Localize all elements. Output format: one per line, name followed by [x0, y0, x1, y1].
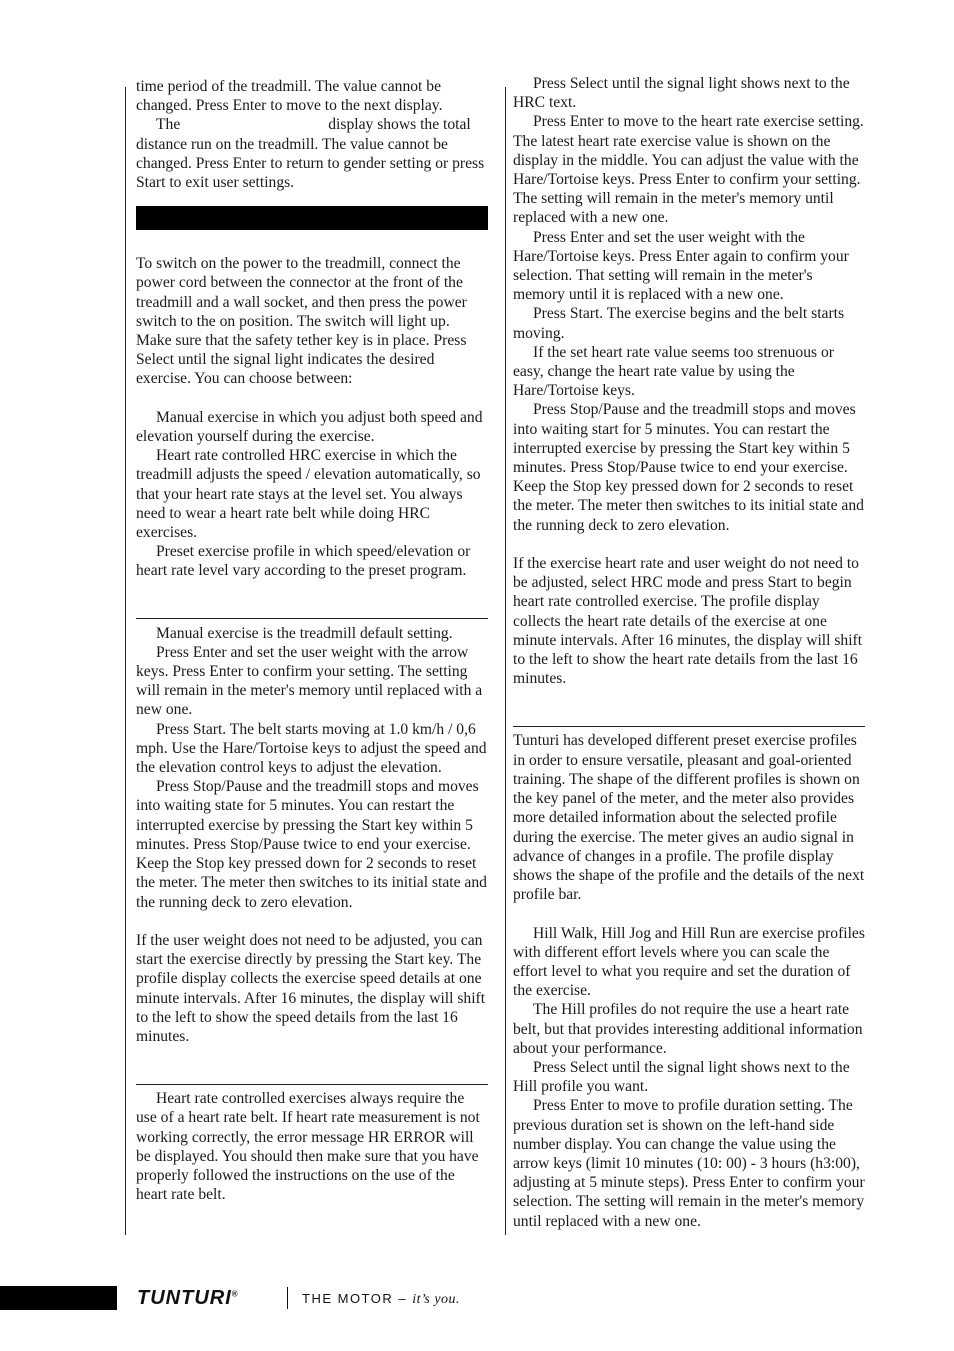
paragraph: The Hill profiles do not require the use a heart rate belt, but that provides interesting additional information about your performance. — [513, 1001, 863, 1057]
paragraph: Preset exercise profile in which speed/elevation or heart rate level vary according to the preset program. — [136, 543, 471, 580]
registered-mark: ® — [231, 1289, 239, 1299]
paragraph-rest: display shows the total distance run on the treadmill. The value cannot be changed. Press Enter to return to gender setting or press Start to exit user settings. — [136, 116, 485, 192]
paragraph: If the set heart rate value seems too strenuous or easy, change the heart rate value by using the Hare/Tortoise keys. — [513, 343, 834, 400]
paragraph: Manual exercise in which you adjust both speed and elevation yourself during the exercise. — [136, 408, 483, 446]
paragraph: If the exercise heart rate and user weight do not need to be adjusted, select HRC mode and press Start to begin heart rate controlled exercise. The profile display collects the heart rate details of the exercise at one minute intervals. After 16 minutes, the display will shift to the left to show the heart rate details from the last 16 minutes. — [513, 555, 863, 688]
paragraph: Press Start. The exercise begins and the belt starts moving. — [513, 305, 845, 342]
page-number-block — [0, 1286, 117, 1310]
paragraph: Press Stop/Pause and the treadmill stops and moves into waiting state for 5 minutes. You can restart the interrupted exercise by pressing the Start key within 5 minutes. Press Stop/Pause twice to end your exercise. Keep the Stop key pressed down for 2 seconds to reset the meter. The meter then switches to its initial state and the running deck to zero elevation. — [136, 778, 487, 911]
brand-logo — [137, 1287, 239, 1310]
paragraph: Tunturi has developed different preset exercise profiles in order to ensure versatile, pleasant and goal-oriented training. The shape of the different profiles is shown on the key panel of the meter, and the meter also provides more detailed information about the selected profile during the exercise. The meter gives an audio signal in advance of changes in a profile. The profile display shows the shape of the profile and the details of the next profile bar. — [513, 732, 865, 904]
paragraph: Press Stop/Pause and the treadmill stops and moves into waiting start for 5 minutes. You can restart the interrupted exercise by pressing the Start key within 5 minutes. Press Stop/Pause twice to end your exercise. Keep the Stop key pressed down for 2 seconds to reset the meter. The meter then switches to its initial state and the running deck to zero elevation. — [513, 401, 864, 534]
paragraph — [136, 115, 488, 192]
section-divider — [513, 726, 865, 727]
center-column-rule — [505, 87, 506, 1235]
paragraph: Press Enter and set the user weight with the arrow keys. Press Enter to confirm your setting. The setting will remain in the meter's memory until replaced with a new one. — [136, 643, 483, 719]
paragraph: Heart rate controlled exercises always require the use of a heart rate belt. If heart rate measurement is not working correctly, the error message HR ERROR will be displayed. You should then make sure that you have properly followed the instructions on the use of the heart rate belt. — [136, 1090, 480, 1204]
paragraph: Press Select until the signal light shows next to the Hill profile you want. — [513, 1058, 850, 1096]
paragraph-start: The — [156, 116, 181, 134]
tagline-dash: – — [398, 1291, 408, 1306]
paragraph: Hill Walk, Hill Jog and Hill Run are exercise profiles with different effort levels where you can scale the effort level to what you require and set the duration of the exercise. — [513, 924, 865, 1000]
section-divider — [136, 1084, 488, 1085]
paragraph: Press Enter to move to the heart rate exercise setting. The latest heart rate exercise value is shown on the display in the middle. You can adjust the value with the Hare/Tortoise keys. Press Enter to confirm your setting. The setting will remain in the meter's memory until replaced with a new one. — [513, 113, 864, 227]
section-heading-bar — [136, 206, 488, 230]
paragraph: Press Enter to move to profile duration setting. The previous duration set is shown on the left-hand side number display. You can change the value using the arrow keys (limit 10 minutes (10: 00) - 3 hours (h3:00), adjusting at 5 minute steps). Press Enter to confirm your selection. The setting will remain in the meter's memory until replaced with a new one. — [513, 1097, 865, 1230]
left-column — [136, 77, 488, 1204]
section-divider — [136, 618, 488, 619]
paragraph: Press Start. The belt starts moving at 1.0 km/h / 0,6 mph. Use the Hare/Tortoise keys to adjust the speed and the elevation control keys to adjust the elevation. — [136, 720, 487, 777]
paragraph: Heart rate controlled HRC exercise in which the treadmill adjusts the speed / elevation automatically, so that your heart rate stays at the level set. You always need to wear a heart rate belt while doing HRC exercises. — [136, 447, 481, 542]
tagline — [302, 1291, 460, 1308]
footer-separator — [287, 1287, 288, 1309]
paragraph: Press Select until the signal light shows next to the HRC text. — [513, 75, 850, 112]
paragraph: Manual exercise is the treadmill default setting. — [156, 624, 453, 642]
brand-name: TUNTURI — [137, 1287, 232, 1309]
right-column — [513, 74, 865, 1231]
paragraph: To switch on the power to the treadmill, connect the power cord between the connector at the front of the treadmill and a wall socket, and then press the power switch to the on position. The switch will light up. Make sure that the safety tether key is in place. Press Select until the signal light indicates the desired exercise. You can choose between: — [136, 255, 467, 388]
paragraph: time period of the treadmill. The value cannot be changed. Press Enter to move to the next display. — [136, 78, 443, 115]
tagline-main: THE MOTOR — [302, 1291, 394, 1306]
left-column-rule — [125, 87, 126, 1235]
tagline-italic: it’s you. — [412, 1292, 461, 1307]
paragraph: If the user weight does not need to be adjusted, you can start the exercise directly by pressing the Start key. The profile display collects the exercise speed details at one minute intervals. After 16 minutes, the display will shift to the left to show the speed details from the last 16 minutes. — [136, 931, 486, 1045]
paragraph: Press Enter and set the user weight with the Hare/Tortoise keys. Press Enter again to confirm your selection. That setting will remain in the meter's memory until it is replaced with a new one. — [513, 228, 849, 304]
